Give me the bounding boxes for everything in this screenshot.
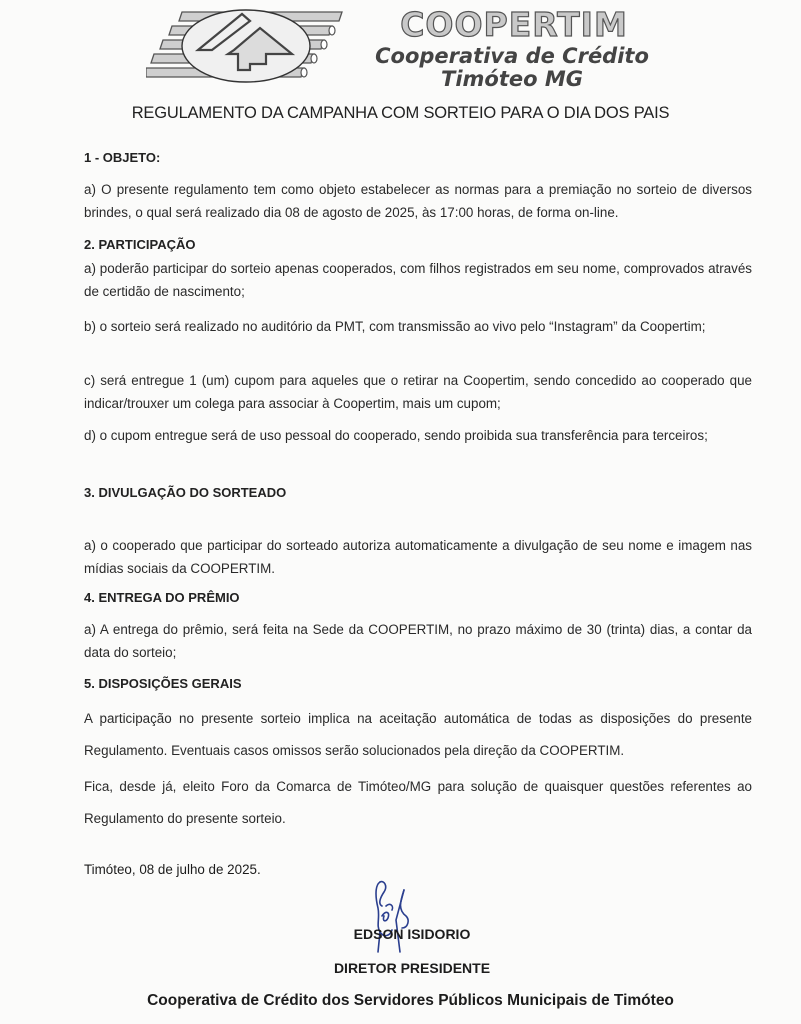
signatory-name: EDSON ISIDORIO xyxy=(353,926,471,942)
paragraph: c) será entregue 1 (um) cupom para aqueles que o retirar na Coopertim, sendo concedido ao cooperado que indicar/trouxer um colega para associar à Coopertim, mais um cupom; xyxy=(84,373,752,411)
brand-location: Timóteo MG xyxy=(441,67,583,91)
paragraph: d) o cupom entregue será de uso pessoal do cooperado, sendo proibida sua transferência para terceiros; xyxy=(84,428,708,443)
paragraph: b) o sorteio será realizado no auditório da PMT, com transmissão ao vivo pelo “Instagram” da Coopertim; xyxy=(84,319,706,334)
letterhead xyxy=(146,4,706,90)
paragraph: Fica, desde já, eleito Foro da Comarca de Timóteo/MG para solução de quaisquer questões referentes ao Regulamento do presente sorteio. xyxy=(84,779,752,826)
signatory-role: DIRETOR PRESIDENTE xyxy=(333,960,491,976)
section-heading: 1 - OBJETO: xyxy=(84,150,161,165)
brand-subtitle: Cooperativa de Crédito xyxy=(375,44,649,68)
paragraph: a) poderão participar do sorteio apenas cooperados, com filhos registrados em seu nome, comprovados através de certidão de nascimento; xyxy=(84,261,752,299)
house-arrow-logo-icon xyxy=(146,4,346,90)
section-heading: 3. DIVULGAÇÃO DO SORTEADO xyxy=(84,485,287,500)
signature-icon xyxy=(366,876,426,956)
paragraph: a) O presente regulamento tem como objeto estabelecer as normas para a premiação no sorteio de diversos brindes, o qual será realizado dia 08 de agosto de 2025, às 17:00 horas, de forma on-line. xyxy=(84,182,752,220)
paragraph: a) o cooperado que participar do sorteado autoriza automaticamente a divulgação de seu nome e imagem nas mídias sociais da COOPERTIM. xyxy=(84,538,752,576)
section-heading: 4. ENTREGA DO PRÊMIO xyxy=(84,590,240,605)
document-title: REGULAMENTO DA CAMPANHA COM SORTEIO PARA O DIA DOS PAIS xyxy=(131,104,670,122)
footer-organization: Cooperativa de Crédito dos Servidores Públicos Municipais de Timóteo xyxy=(147,992,674,1009)
place-date: Timóteo, 08 de julho de 2025. xyxy=(84,862,261,877)
brand-name: COOPERTIM xyxy=(400,5,628,44)
section-heading: 2. PARTICIPAÇÃO xyxy=(84,237,196,252)
section-heading: 5. DISPOSIÇÕES GERAIS xyxy=(84,676,242,691)
paragraph: a) A entrega do prêmio, será feita na Sede da COOPERTIM, no prazo máximo de 30 (trinta) dias, a contar da data do sorteio; xyxy=(84,622,752,660)
paragraph: A participação no presente sorteio implica na aceitação automática de todas as disposições do presente Regulamento. Eventuais casos omissos serão solucionados pela direção da COOPERTIM. xyxy=(84,711,752,758)
